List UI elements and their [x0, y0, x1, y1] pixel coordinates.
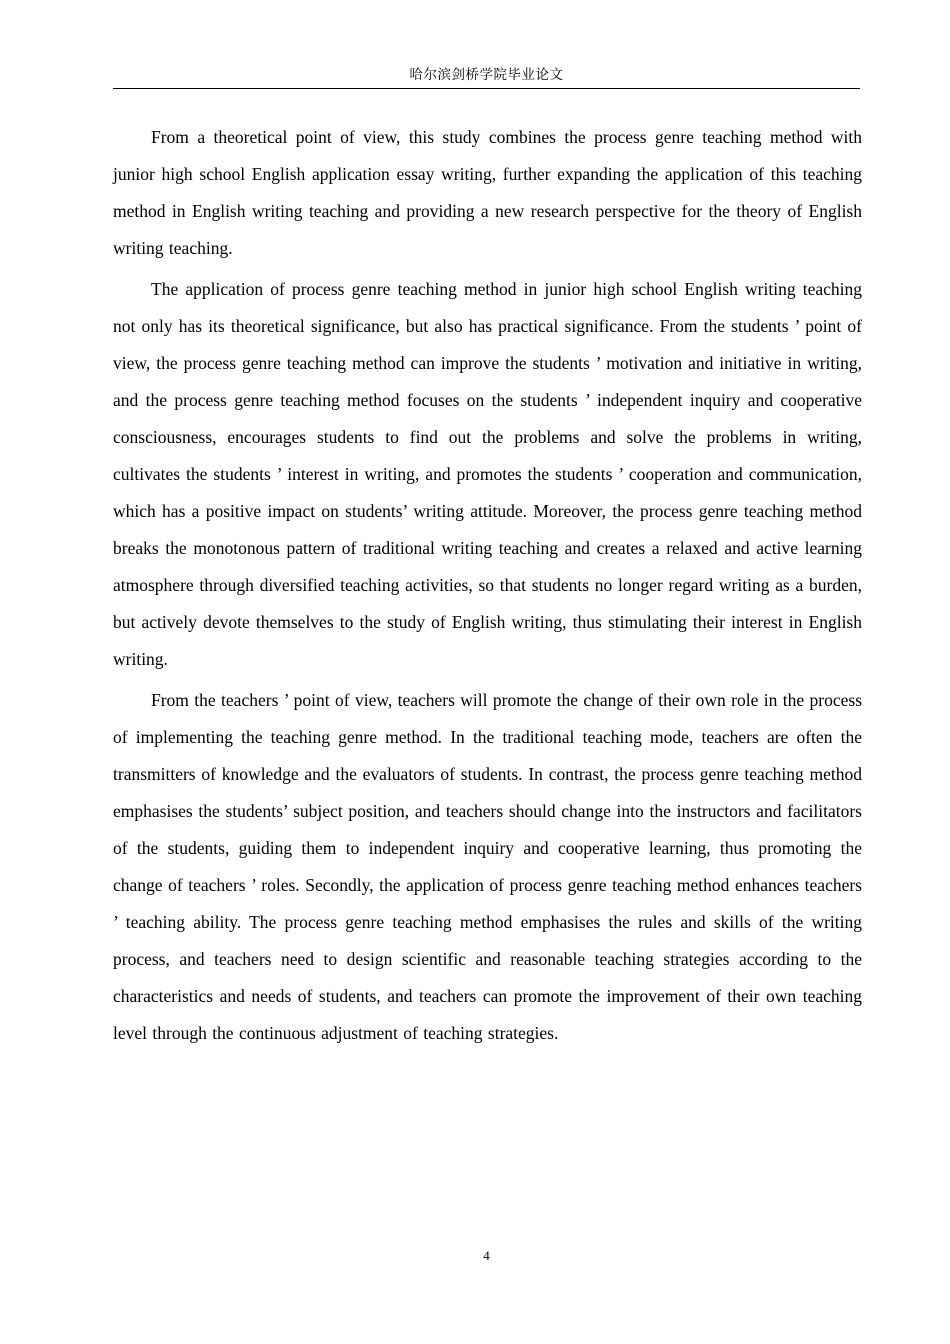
- header-divider: [113, 88, 860, 89]
- paragraph-theoretical-significance: From a theoretical point of view, this study combines the process genre teaching method with junior high school English application essay writing, further expanding the application of this teaching method in English writing teaching and providing a new research perspective for the theory of English writing teaching.: [113, 127, 862, 258]
- page-header-title: 哈尔滨剑桥学院毕业论文: [409, 67, 564, 82]
- paragraph-practical-significance-students: The application of process genre teaching method in junior high school English writing teaching not only has its theoretical significance, but also has practical significance. From the students ’ point of view, the process genre teaching method can improve the students ’ motivation and initiative in writing, and the process genre teaching method focuses on the students ’ independent inquiry and cooperative consciousness, encourages students to find out the problems and solve the problems in writing, cultivates the students ’ interest in writing, and promotes the students ’ cooperation and communication, which has a positive impact on students’ writing attitude. Moreover, the process genre teaching method breaks the monotonous pattern of traditional writing teaching and creates a relaxed and active learning atmosphere through diversified teaching activities, so that students no longer regard writing as a burden, but actively devote themselves to the study of English writing, thus stimulating their interest in English writing.: [113, 279, 862, 669]
- page-number: 4: [483, 1248, 490, 1263]
- paragraph-practical-significance-teachers: From the teachers ’ point of view, teachers will promote the change of their own role in the process of implementing the teaching genre method. In the traditional teaching mode, teachers are often the transmitters of knowledge and the evaluators of students. In contrast, the process genre teaching method emphasises the students’ subject position, and teachers should change into the instructors and facilitators of the students, guiding them to independent inquiry and cooperative learning, thus promoting the change of teachers ’ roles. Secondly, the application of process genre teaching method enhances teachers ’ teaching ability. The process genre teaching method emphasises the rules and skills of the writing process, and teachers need to design scientific and reasonable teaching strategies according to the characteristics and needs of students, and teachers can promote the improvement of their own teaching level through the continuous adjustment of teaching strategies.: [113, 690, 862, 1043]
- document-body: [113, 119, 862, 1056]
